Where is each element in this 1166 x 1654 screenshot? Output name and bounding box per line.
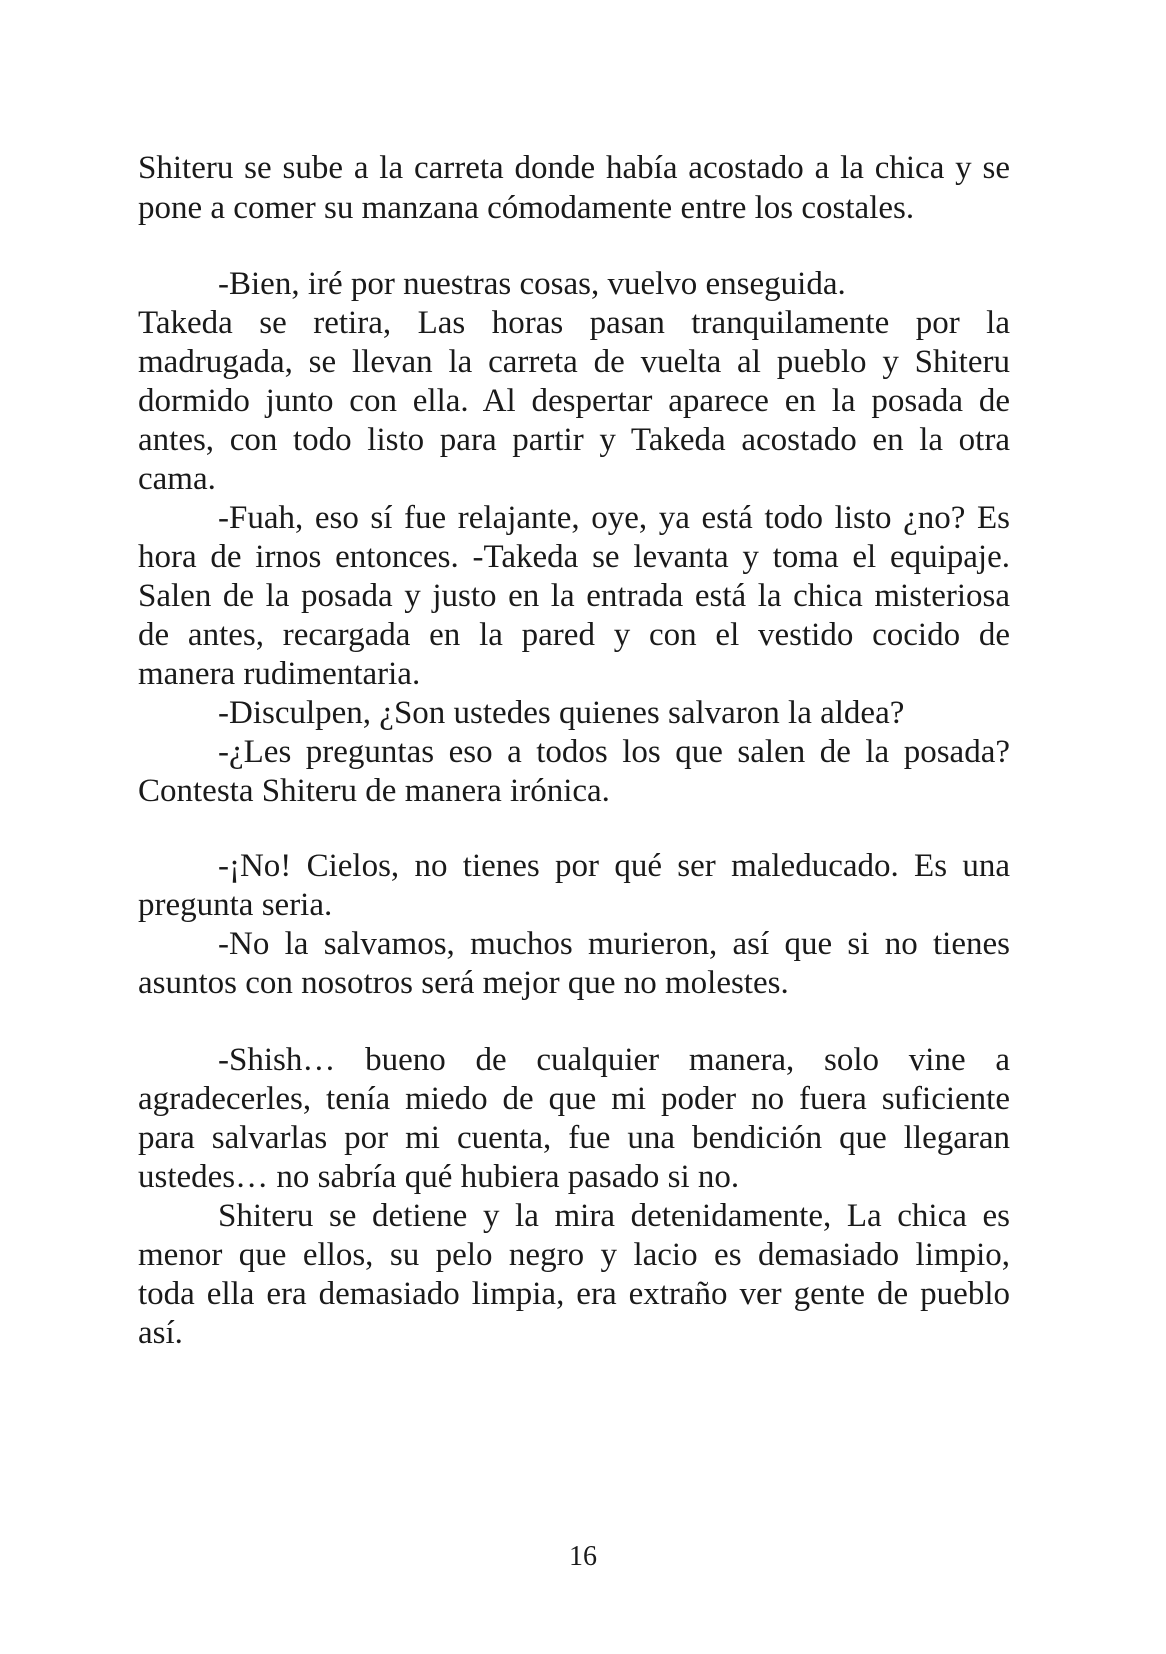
text-line: Contesta Shiteru de manera irónica. xyxy=(138,773,610,809)
text-line: Salen de la posada y justo en la entrada está la chica misteriosa xyxy=(138,578,1010,614)
text-line: cama. xyxy=(138,461,216,497)
text-line: pone a comer su manzana cómodamente entre los costales. xyxy=(138,190,915,226)
text-line: -Fuah, eso sí fue relajante, oye, ya está todo listo ¿no? Es xyxy=(218,500,1010,536)
text-line: Shiteru se sube a la carreta donde había acostado a la chica y se xyxy=(138,150,1010,186)
text-line: hora de irnos entonces. -Takeda se levanta y toma el equipaje. xyxy=(138,539,1010,575)
text-line: -¡No! Cielos, no tienes por qué ser maleducado. Es una xyxy=(218,848,1010,884)
text-line: manera rudimentaria. xyxy=(138,656,421,692)
text-line: para salvarlas por mi cuenta, fue una bendición que llegaran xyxy=(138,1120,1010,1156)
text-line: -Bien, iré por nuestras cosas, vuelvo enseguida. xyxy=(218,266,846,302)
text-line: toda ella era demasiado limpia, era extraño ver gente de pueblo xyxy=(138,1276,1010,1312)
text-line: de antes, recargada en la pared y con el vestido cocido de xyxy=(138,617,1010,653)
text-line: -Disculpen, ¿Son ustedes quienes salvaron la aldea? xyxy=(218,695,905,731)
text-line: -No la salvamos, muchos murieron, así que si no tienes xyxy=(218,926,1010,962)
text-line: menor que ellos, su pelo negro y lacio es demasiado limpio, xyxy=(138,1237,1010,1273)
text-line: antes, con todo listo para partir y Takeda acostado en la otra xyxy=(138,422,1010,458)
text-line: -Shish… bueno de cualquier manera, solo vine a xyxy=(218,1042,1010,1078)
text-line: madrugada, se llevan la carreta de vuelta al pueblo y Shiteru xyxy=(138,344,1010,380)
text-line: pregunta seria. xyxy=(138,887,333,923)
text-line: dormido junto con ella. Al despertar aparece en la posada de xyxy=(138,383,1010,419)
text-line: -¿Les preguntas eso a todos los que salen de la posada? xyxy=(218,734,1010,770)
text-line: ustedes… no sabría qué hubiera pasado si no. xyxy=(138,1159,740,1195)
text-line: Shiteru se detiene y la mira detenidamente, La chica es xyxy=(218,1198,1010,1234)
text-line: Takeda se retira, Las horas pasan tranquilamente por la xyxy=(138,305,1010,341)
text-line: agradecerles, tenía miedo de que mi poder no fuera suficiente xyxy=(138,1081,1010,1117)
text-line: así. xyxy=(138,1315,183,1351)
page-number: 16 xyxy=(569,1541,597,1572)
text-line: asuntos con nosotros será mejor que no molestes. xyxy=(138,965,789,1001)
